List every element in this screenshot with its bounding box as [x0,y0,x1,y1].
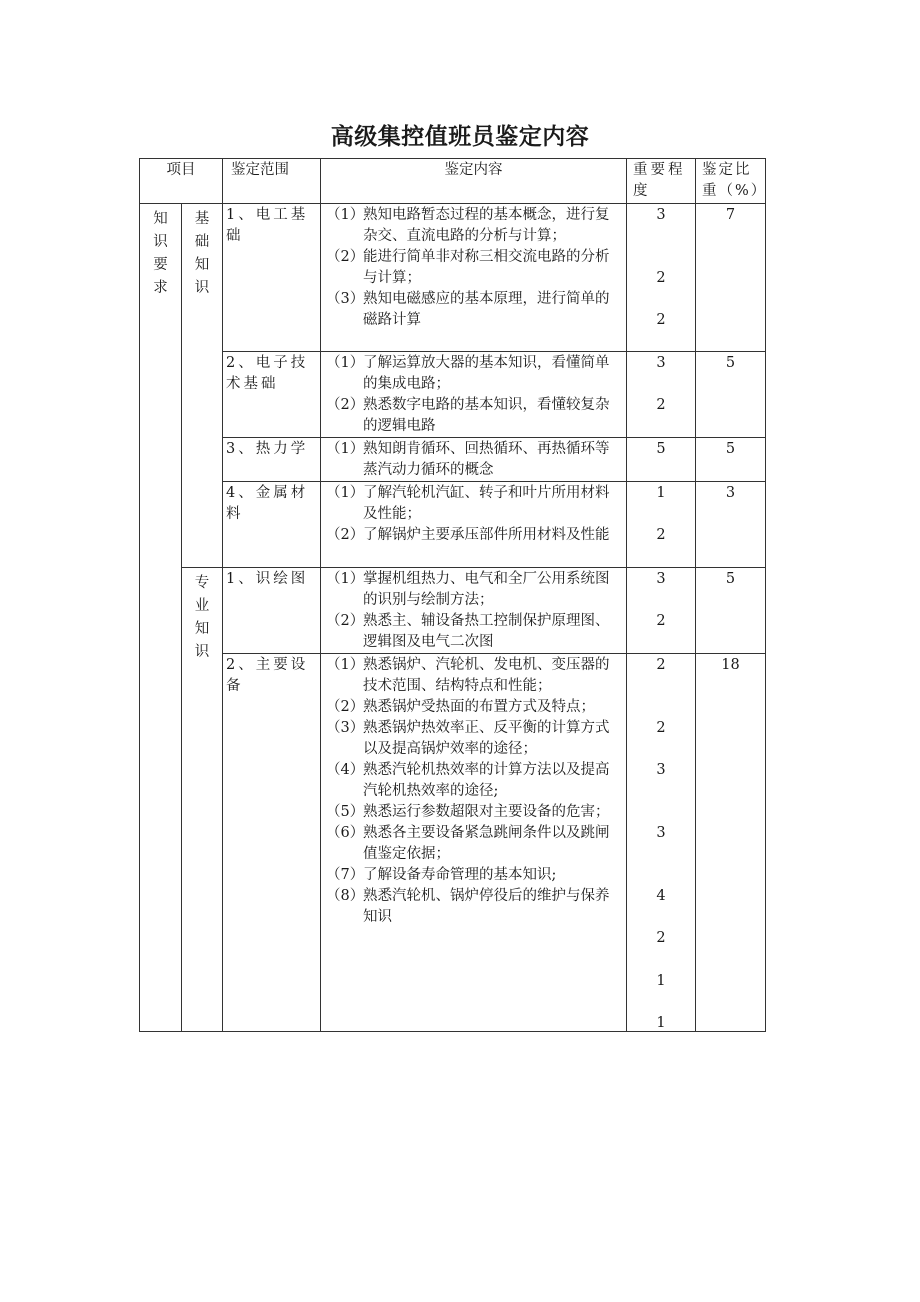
item-number: （5） [326,804,365,820]
importance-value: 2 [656,312,666,328]
group-label: 基础知识 [194,211,210,296]
importance-cell [627,482,696,568]
list-item [326,655,620,697]
proportion-cell: 18 [696,654,766,1032]
item-number: （1） [326,657,365,673]
content-cell [321,204,627,352]
table-row [140,568,766,654]
item-text: 熟知电磁感应的基本原理，进行简单的磁路计算 [363,291,610,328]
scope-cell: 1、电工基础 [223,204,321,352]
header-scope: 鉴定范围 [223,159,321,204]
header-importance: 重要程度 [627,159,696,204]
item-text: 了解汽轮机汽缸、转子和叶片所用材料及性能； [363,485,610,522]
item-text: 熟悉主、辅设备热工控制保护原理图、逻辑图及电气二次图 [363,613,610,650]
scope-cell: 1、识绘图 [223,568,321,654]
item-number: （1） [326,207,365,223]
table-row [140,654,766,1032]
list-item [326,611,620,653]
list-item [326,865,620,886]
item-number: （1） [326,355,365,371]
content-cell [321,654,627,1032]
proportion-cell: 5 [696,438,766,482]
item-number: （1） [326,485,365,501]
importance-value: 1 [656,1015,666,1031]
item-text: 熟悉汽轮机、锅炉停役后的维护与保养知识 [363,888,610,925]
item-number: （8） [326,888,365,904]
item-number: （3） [326,720,365,736]
importance-value: 2 [656,270,666,286]
header-proportion: 鉴定比重（%） [696,159,766,204]
item-text: 熟悉锅炉热效率正、反平衡的计算方式以及提高锅炉效率的途径； [363,720,610,757]
importance-cell [627,654,696,1032]
item-number: （1） [326,571,365,587]
importance-value: 1 [656,485,666,501]
importance-cell [627,352,696,438]
importance-value: 3 [656,825,666,841]
importance-value: 2 [656,657,666,673]
list-item [326,823,620,865]
scope-cell: 3、热力学 [223,438,321,482]
content-cell [321,482,627,568]
item-text: 了解锅炉主要承压部件所用材料及性能 [363,527,610,543]
group-cell-professional [182,568,223,1032]
item-text: 熟悉运行参数超限对主要设备的危害； [363,804,610,820]
list-item [326,569,620,611]
list-item [326,395,620,437]
content-cell [321,438,627,482]
list-item [326,483,620,525]
table-row [140,438,766,482]
category-label: 知识要求 [153,211,168,296]
list-item [326,718,620,760]
importance-cell [627,568,696,654]
importance-cell [627,438,696,482]
list-item [326,205,620,247]
importance-value: 3 [656,762,666,778]
proportion-cell: 3 [696,482,766,568]
scope-cell: 2、电子技术基础 [223,352,321,438]
item-number: （1） [326,441,365,457]
table-row [140,204,766,352]
importance-value: 2 [656,397,666,413]
header-content: 鉴定内容 [321,159,627,204]
item-text: 熟知朗肯循环、回热循环、再热循环等蒸汽动力循环的概念 [363,441,610,478]
item-text: 熟悉锅炉、汽轮机、发电机、变压器的技术范围、结构特点和性能； [363,657,610,694]
content-cell [321,352,627,438]
list-item [326,439,620,481]
content-cell [321,568,627,654]
scope-cell: 2、主要设备 [223,654,321,1032]
list-item [326,353,620,395]
item-text: 熟知电路暂态过程的基本概念，进行复杂交、直流电路的分析与计算； [363,207,610,244]
item-number: （2） [326,527,365,543]
importance-value: 2 [656,930,666,946]
item-number: （3） [326,291,365,307]
list-item [326,886,620,928]
item-text: 熟悉各主要设备紧急跳闸条件以及跳闸值鉴定依据； [363,825,610,862]
list-item [326,760,620,802]
importance-value: 3 [656,207,666,223]
importance-cell [627,204,696,352]
table-row [140,482,766,568]
proportion-cell: 5 [696,568,766,654]
header-row [140,159,766,204]
item-number: （2） [326,699,365,715]
item-text: 能进行简单非对称三相交流电路的分析与计算； [363,249,610,286]
group-cell-basic [182,204,223,568]
category-cell [140,204,182,1032]
proportion-cell: 7 [696,204,766,352]
page-title: 高级集控值班员鉴定内容 [330,124,590,150]
importance-value: 2 [656,613,666,629]
importance-value: 2 [656,527,666,543]
importance-value: 4 [656,888,666,904]
item-number: （4） [326,762,365,778]
importance-value: 3 [656,355,666,371]
item-text: 了解设备寿命管理的基本知识; [363,867,557,883]
importance-value: 5 [656,441,666,457]
assessment-table [139,158,766,1032]
item-text: 掌握机组热力、电气和全厂公用系统图的识别与绘制方法； [363,571,610,608]
group-label: 专业知识 [194,575,210,660]
scope-cell: 4、金属材料 [223,482,321,568]
item-number: （2） [326,249,365,265]
list-item [326,289,620,331]
list-item [326,247,620,289]
item-text: 熟悉汽轮机热效率的计算方法以及提高汽轮机热效率的途径; [363,762,610,799]
list-item [326,525,620,546]
importance-value: 2 [656,720,666,736]
header-item: 项目 [140,159,223,204]
list-item [326,802,620,823]
table-row [140,352,766,438]
item-number: （6） [326,825,365,841]
proportion-cell: 5 [696,352,766,438]
item-text: 了解运算放大器的基本知识，看懂简单的集成电路； [363,355,610,392]
item-number: （2） [326,613,365,629]
item-text: 熟悉锅炉受热面的布置方式及特点； [363,699,595,715]
importance-value: 3 [656,571,666,587]
item-number: （2） [326,397,365,413]
importance-value: 1 [656,973,666,989]
list-item [326,697,620,718]
item-number: （7） [326,867,365,883]
item-text: 熟悉数字电路的基本知识，看懂较复杂的逻辑电路 [363,397,610,434]
